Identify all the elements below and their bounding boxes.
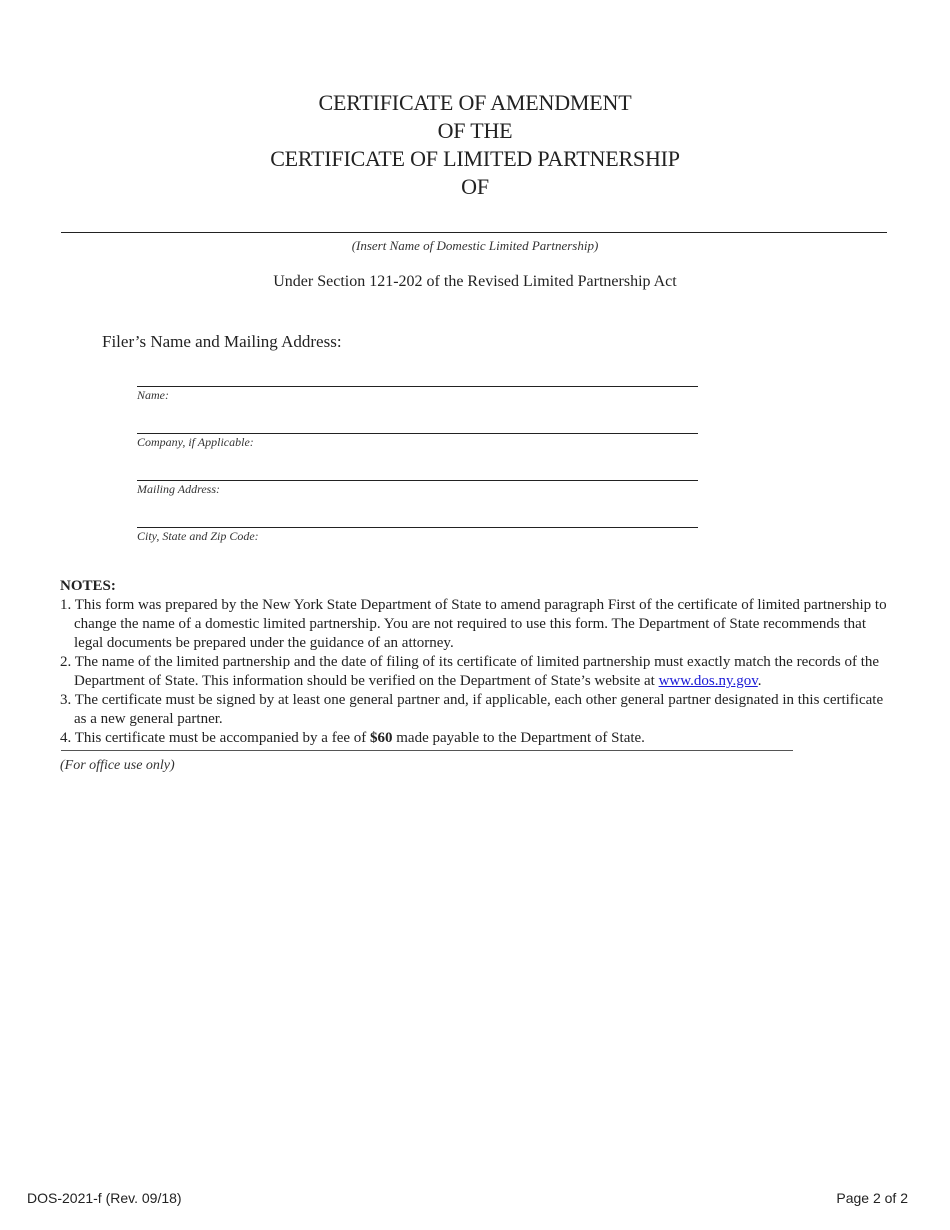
filer-name-field[interactable] <box>137 386 698 403</box>
partnership-name-label: (Insert Name of Domestic Limited Partnership) <box>351 238 599 253</box>
title-line-1: CERTIFICATE OF AMENDMENT <box>318 90 632 115</box>
document-title <box>0 89 950 201</box>
form-id: DOS-2021-f (Rev. 09/18) <box>27 1190 182 1206</box>
partnership-name-line[interactable] <box>61 232 887 233</box>
title-line-3: CERTIFICATE OF LIMITED PARTNERSHIP <box>270 146 680 171</box>
note-1: 1. This form was prepared by the New York State Department of State to amend paragraph First of the certificate of limited partnership to change the name of a domestic limited partnership. You are not required to use this form. The Department of State recommends that legal documents be prepared under the guidance of an attorney. <box>60 597 887 651</box>
note-4-post: made payable to the Department of State. <box>392 730 645 746</box>
filer-city-field[interactable] <box>137 527 698 544</box>
filer-address-field[interactable] <box>137 480 698 497</box>
filer-address-line[interactable] <box>137 480 698 481</box>
page-number: Page 2 of 2 <box>836 1190 908 1206</box>
filer-address-label: Mailing Address: <box>137 482 220 496</box>
dos-website-link[interactable]: www.dos.ny.gov <box>658 673 758 689</box>
notes-heading: NOTES: <box>60 578 116 594</box>
filing-fee: $60 <box>370 730 393 746</box>
title-line-4: OF <box>461 174 489 199</box>
filer-name-label: Name: <box>137 388 169 402</box>
filer-company-label: Company, if Applicable: <box>137 435 254 449</box>
notes-section <box>60 577 890 748</box>
note-4 <box>60 729 890 748</box>
statute-reference: Under Section 121-202 of the Revised Limited Partnership Act <box>273 273 677 290</box>
title-line-2: OF THE <box>437 118 513 143</box>
filer-city-label: City, State and Zip Code: <box>137 529 259 543</box>
note-2-text: 2. The name of the limited partnership and the date of filing of its certificate of limited partnership must exactly match the records of the Department of State. This information should be verified on the Department of State’s website at <box>60 654 880 689</box>
office-use-divider <box>61 750 793 751</box>
filer-city-line[interactable] <box>137 527 698 528</box>
filer-company-line[interactable] <box>137 433 698 434</box>
note-2-end: . <box>757 673 762 689</box>
filer-company-field[interactable] <box>137 433 698 450</box>
note-3: 3. The certificate must be signed by at least one general partner and, if applicable, each other general partner designated in this certificate as a new general partner. <box>60 692 884 727</box>
note-2 <box>60 653 890 691</box>
filer-heading: Filer’s Name and Mailing Address: <box>102 332 342 351</box>
office-use-label: (For office use only) <box>60 758 175 773</box>
filer-name-line[interactable] <box>137 386 698 387</box>
note-4-pre: 4. This certificate must be accompanied by a fee of <box>60 730 371 746</box>
